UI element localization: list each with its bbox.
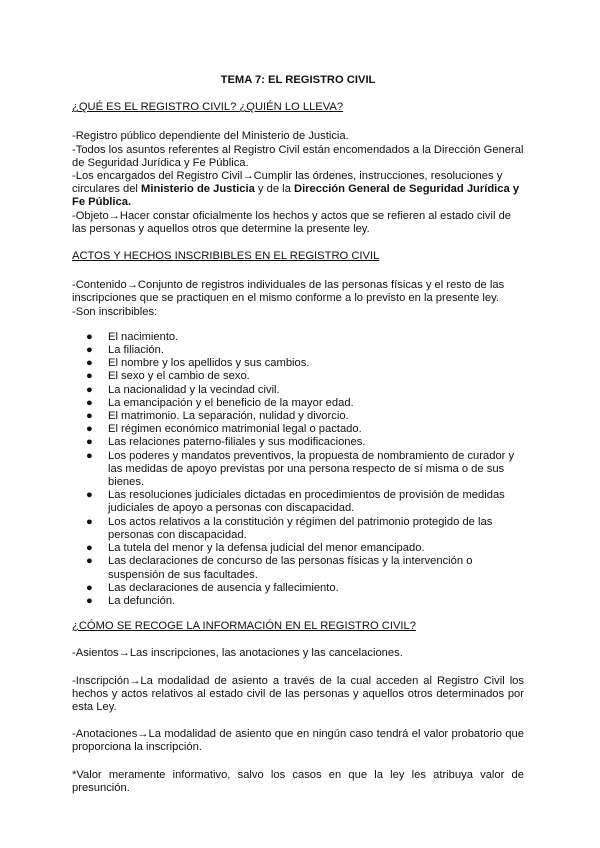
bullet-icon: ●	[86, 581, 93, 594]
paragraph: -Anotaciones→La modalidad de asiento que en ningún caso tendrá el valor probatorio que proporciona la inscripción.	[72, 728, 524, 754]
list-item	[72, 542, 524, 555]
bullet-icon: ●	[86, 344, 93, 357]
list-item-text: La emancipación y el beneficio de la mayor edad.	[108, 396, 354, 409]
bullet-icon: ●	[86, 396, 93, 409]
list-item	[72, 410, 524, 423]
list-item	[72, 582, 524, 595]
paragraph-encargados	[72, 170, 524, 210]
bullet-icon: ●	[86, 370, 93, 383]
bullet-icon: ●	[86, 489, 93, 502]
text-span: y de la	[254, 183, 294, 196]
list-item-text: El sexo y el cambio de sexo.	[108, 370, 250, 383]
list-item	[72, 384, 524, 397]
paragraph: -Son inscribibles:	[72, 305, 158, 318]
paragraph: -Inscripción→La modalidad de asiento a través de la cual acceden al Registro Civil los hechos y actos relativos al estado civil de las personas y aquellos otros determinados por esta Ley.	[72, 674, 524, 713]
list-item	[72, 344, 524, 357]
bullet-icon: ●	[86, 410, 93, 423]
bullet-icon: ●	[86, 594, 93, 607]
list-item-text: El régimen económico matrimonial legal o pactado.	[108, 423, 362, 436]
bullet-icon: ●	[86, 555, 93, 568]
list-item-text: La nacionalidad y la vecindad civil.	[108, 383, 280, 396]
bullet-icon: ●	[86, 357, 93, 370]
list-item	[72, 450, 524, 490]
list-item	[72, 397, 524, 410]
list-item	[72, 436, 524, 449]
bullet-icon: ●	[86, 542, 93, 555]
list-item-text: Los actos relativos a la constitución y régimen del patrimonio protegido de las personas con discapacidad.	[108, 515, 493, 541]
bullet-icon: ●	[86, 449, 93, 462]
list-item-text: El nombre y los apellidos y sus cambios.	[108, 357, 310, 370]
list-item	[72, 370, 524, 383]
section-que-es-body	[72, 130, 524, 236]
bullet-icon: ●	[86, 383, 93, 396]
list-item-text: La filiación.	[108, 344, 164, 357]
bullet-icon: ●	[86, 423, 93, 436]
paragraph: -Todos los asuntos referentes al Registro Civil están encomendados a la Dirección General de Seguridad Jurídica y Fe Pública.	[72, 143, 524, 169]
text-span: -Los encargados del Registro Civil→Cumplir las órdenes, instrucciones, resoluciones y circulares del	[72, 170, 503, 196]
paragraph: -Objeto→Hacer constar oficialmente los hechos y actos que se refieren al estado civil de las personas y aquellos otros que determine la presente ley.	[72, 209, 512, 235]
bullet-icon: ●	[86, 330, 93, 343]
list-item	[72, 331, 524, 344]
paragraph: *Valor meramente informativo, salvo los casos en que la ley les atribuya valor de presunción.	[72, 768, 524, 794]
list-item-text: El matrimonio. La separación, nulidad y divorcio.	[108, 410, 349, 423]
paragraph: -Registro público dependiente del Ministerio de Justicia.	[72, 130, 349, 143]
list-item-text: El nacimiento.	[108, 330, 179, 343]
list-item-text: La tutela del menor y la defensa judicial del menor emancipado.	[108, 542, 425, 555]
list-item	[72, 489, 524, 515]
bold-text-ministerio: Ministerio de Justicia	[141, 183, 255, 196]
list-item	[72, 595, 524, 608]
list-item	[72, 555, 524, 581]
list-item-text: Las resoluciones judiciales dictadas en procedimientos de provisión de medidas judiciales de apoyo a personas con discapacidad.	[108, 489, 505, 515]
inscribibles-list	[72, 331, 524, 608]
bullet-icon: ●	[86, 515, 93, 528]
section-heading-como: ¿CÓMO SE RECOGE LA INFORMACIÓN EN EL REGISTRO CIVIL?	[72, 620, 416, 633]
bullet-icon: ●	[86, 436, 93, 449]
paragraph: -Asientos→Las inscripciones, las anotaciones y las cancelaciones.	[72, 647, 403, 660]
list-item-text: La defunción.	[108, 594, 176, 607]
list-item	[72, 357, 524, 370]
list-item	[72, 516, 524, 542]
document-title: TEMA 7: EL REGISTRO CIVIL	[220, 74, 376, 86]
section-heading-actos: ACTOS Y HECHOS INSCRIBIBLES EN EL REGISTRO CIVIL	[72, 250, 380, 263]
document-page	[72, 74, 524, 809]
section-heading-que-es: ¿QUÉ ES EL REGISTRO CIVIL? ¿QUIÉN LO LLEVA?	[72, 101, 344, 114]
list-item-text: Los poderes y mandatos preventivos, la propuesta de nombramiento de curador y las medidas de apoyo previstas por una persona respecto de sí misma o de sus bienes.	[108, 449, 515, 489]
paragraph: -Contenido→Conjunto de registros individuales de las personas físicas y el resto de las inscripciones que se practiquen en el mismo conforme a lo previsto en la presente ley.	[72, 279, 505, 305]
list-item-text: Las relaciones paterno-filiales y sus modificaciones.	[108, 436, 366, 449]
list-item-text: Las declaraciones de ausencia y fallecimiento.	[108, 581, 339, 594]
list-item-text: Las declaraciones de concurso de las personas físicas y la intervención o suspensión de sus facultades.	[108, 555, 473, 581]
bold-text-direccion-general: Dirección General de Seguridad Jurídica y Fe Pública.	[72, 183, 520, 209]
list-item	[72, 423, 524, 436]
